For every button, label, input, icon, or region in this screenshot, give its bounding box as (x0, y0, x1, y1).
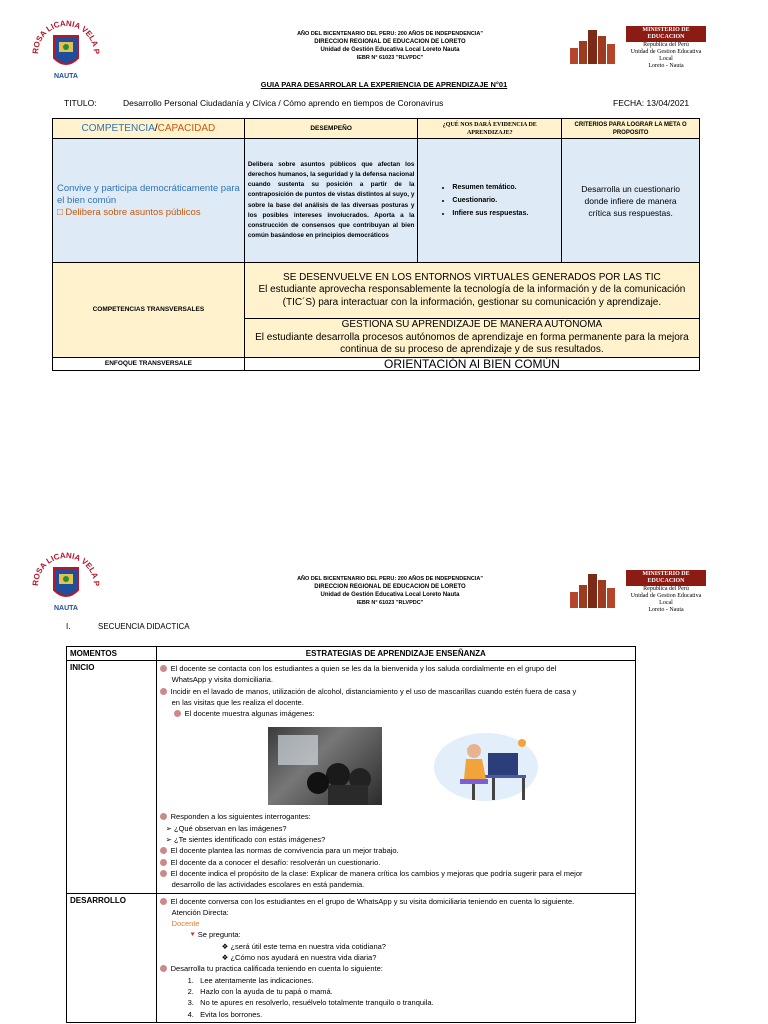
header-line-3: Unidad de Gestión Educativa Local Loreto Nauta (320, 47, 460, 53)
minedu-line-3: Loreto - Nauta (648, 63, 684, 69)
header-text (250, 30, 530, 62)
desarrollo-step: Evita los borrones. (200, 1009, 263, 1019)
header-momentos: MOMENTOS (67, 647, 157, 661)
enfoque-value: ORIENTACIÓN Al BIEN COMÚN (244, 357, 699, 370)
desarrollo-label: DESARROLLO (67, 893, 157, 1022)
header-criterios: CRITERIOS PARA LOGRAR LA META O PROPOSITO (562, 119, 700, 139)
header-text-2 (250, 575, 530, 607)
desarrollo-pregunta: Se pregunta: (197, 930, 241, 940)
competencia-text: Convive y participa democráticamente para el bien común (57, 182, 240, 206)
section-number: I. (66, 622, 71, 631)
minedu-line-2: Unidad de Gestion Educativa Local (630, 49, 702, 62)
inicio-p1a: El docente se contacta con los estudiantes a quien se les da la bienvenida y los saluda cordialmente en el grupo del (170, 664, 557, 673)
header-desempeno: DESEMPEÑO (244, 119, 418, 139)
diamond-bullet-icon: ❖ (221, 953, 231, 963)
desarrollo-p2: Desarrolla tu practica calificada teniendo en cuenta lo siguiente: (170, 964, 383, 974)
inicio-p5: El docente plantea las normas de convivencia para un mejor trabajo. (170, 846, 399, 856)
arrow-bullet-icon: ➢ (165, 823, 175, 833)
arrow-bullet-icon: ➢ (165, 835, 175, 845)
inicio-content (156, 661, 635, 894)
inicio-q1: ¿Qué observan en las imágenes? (174, 823, 287, 833)
header-line-2: DIRECCION REGIONAL DE EDUCACION DE LORETO (314, 584, 466, 590)
header-competencia-capacidad (53, 119, 245, 139)
desarrollo-step: Hazlo con la ayuda de tu papá o mamá. (200, 986, 333, 996)
desarrollo-step: No te apures en resolverlo, resuélvelo totalmente tranquilo o tranquila. (200, 998, 434, 1008)
student-computer-illustration (426, 723, 544, 807)
autonomo-desc: El estudiante desarrolla procesos autónomos de aprendizaje en forma permanente para la mejora continua de su proceso de aprendizaje y de sus resultados. (255, 331, 689, 355)
capacidad-text: □ Delibera sobre asuntos públicos (57, 206, 201, 218)
inicio-q2: ¿Te sientes identificado con estás imágenes? (174, 835, 326, 845)
inicio-p7a: El docente indica el propósito de la clase: Explicar de manera crítica los cambios y mejoras que podría sugerir para el mejor (170, 868, 583, 878)
svg-text:NAUTA: NAUTA (54, 73, 78, 80)
titulo-value: Desarrollo Personal Ciudadanía y Cívica / Cómo aprendo en tiempos de Coronavirus (123, 98, 444, 108)
autonomo-title: GESTIONA SU APRENDIZAJE DE MANERA AUTÓNOMA (341, 319, 603, 330)
minedu-logo-2 (570, 570, 768, 613)
header-slash: / (154, 123, 158, 134)
header-competencia: COMPETENCIA (81, 123, 155, 134)
inicio-p1b: WhatsApp y visita domiciliaria. (171, 675, 273, 685)
person-bullet-icon (160, 813, 167, 820)
desarrollo-p1: El docente conversa con los estudiantes en el grupo de WhatsApp y su visita domiciliaria teniendo en cuenta lo siguiente. (170, 896, 575, 906)
desarrollo-step: Lee atentamente las indicaciones. (200, 975, 314, 985)
minedu-line-1: Republica del Perú (643, 586, 689, 592)
desarrollo-docente: Docente (171, 919, 200, 929)
inicio-p2a: Incidir en el lavado de manos, utilización de alcohol, distanciamiento y el uso de mascarillas cuando estén fuera de casa y (170, 686, 577, 696)
evidencia-item: • Cuestionario. (452, 194, 561, 207)
person-bullet-icon (160, 898, 167, 905)
minedu-line-2: Unidad de Gestion Educativa Local (630, 593, 702, 606)
header-capacidad: CAPACIDAD (157, 123, 216, 134)
svg-text:ROSA LICANIA VELA PINEDO DE CO: ROSA LICANIA VELA P (30, 550, 102, 587)
person-bullet-icon (160, 665, 167, 672)
diamond-bullet-icon: ❖ (221, 941, 231, 951)
desempeno-text: Delibera sobre asuntos públicos que afectan los derechos humanos, la seguridad y la defensa nacional cuando sustenta su posición a partir de la contraposición de puntos de vistas distintos al suyo, y sobre la base del análisis de las diversas posturas y los posibles intereses involucrados. Aporta a la construcción de consensos que contribuyan al bien común basándose en principios democráticos (244, 139, 418, 263)
evidencia-list (418, 181, 561, 220)
evidencia-item: • Resumen temático. (452, 181, 561, 194)
inicio-p4: Responden a los siguientes interrogantes: (170, 812, 311, 822)
school-seal (30, 14, 102, 86)
transversales-label: COMPETENCIAS TRANSVERSALES (53, 263, 245, 358)
fecha: FECHA: 13/04/2021 (613, 98, 690, 108)
down-arrow-bullet-icon: ⯆ (189, 930, 198, 940)
minedu-logo (570, 26, 768, 69)
inicio-p3: El docente muestra algunas imágenes: (184, 709, 315, 719)
person-bullet-icon (160, 859, 167, 866)
titulo-label: TITULO: (64, 98, 97, 108)
header-line-4: IEBR N° 61023 "RLVPDC" (356, 55, 424, 61)
evidencia-cell (418, 139, 562, 263)
inicio-p2b: en las visitas que les realiza el docente. (171, 697, 304, 707)
header-estrategias: ESTRATEGIAS DE APRENDIZAJE ENSEÑANZA (156, 647, 635, 661)
tic-cell (244, 263, 699, 319)
header-line-4: IEBR N° 61023 "RLVPDC" (356, 600, 424, 606)
inicio-p6: El docente da a conocer el desafío: resolverán un cuestionario. (170, 857, 381, 867)
school-seal-2 (30, 546, 102, 618)
autonomo-cell (244, 319, 699, 358)
inicio-p7b: desarrollo de las actividades escolares en está pandemia. (171, 880, 365, 890)
minedu-line-1: Republica del Perú (643, 42, 689, 48)
minedu-line-3: Loreto - Nauta (648, 607, 684, 613)
person-bullet-icon (174, 710, 181, 717)
svg-text:ROSA LICANIA VELA PINEDO DE CO: ROSA LICANIA VELA P (30, 18, 102, 55)
header-line-1: AÑO DEL BICENTENARIO DEL PERU: 200 AÑOS DE INDEPENDENCIA" (297, 31, 483, 37)
minedu-name: MINISTERIO DE EDUCACION (626, 26, 706, 42)
desarrollo-content: El docente conversa con los estudiantes en el grupo de WhatsApp y su visita domiciliaria teniendo en cuenta lo siguiente. Atención Directa: Docente ⯆ Se pregunta: ❖ ¿será útil este tema en nuestra vida cotidiana? ❖ ¿Cómo nos ayudará en nuestra vida diaria? Desarrolla tu practica calificada teniendo en cuenta lo siguiente: 1. Lee atentamente las indicaciones. 2. Hazlo con la ayuda de tu papá o mamá. 3. No te apures en resolverlo, resuélvelo totalmente tranquilo o tranquila. 4. Evita los borrones. (156, 893, 635, 1022)
desarrollo-q2: ¿Cómo nos ayudará en nuestra vida diaria? (230, 953, 377, 963)
evidencia-item: • Infiere sus respuestas. (452, 207, 561, 220)
competencia-cell (53, 139, 245, 263)
tic-title: SE DESENVUELVE EN LOS ENTORNOS VIRTUALES GENERADOS POR LAS TIC (283, 271, 661, 283)
section-title: SECUENCIA DIDACTICA (98, 622, 190, 631)
person-bullet-icon (160, 965, 167, 972)
enfoque-label: ENFOQUE TRANSVERSALE (53, 357, 245, 370)
guide-title: GUIA PARA DESARROLAR LA EXPERIENCIA DE APRENDIZAJE N°01 (260, 80, 508, 89)
criterio-text: Desarrolla un cuestionario donde infiere de manera crítica sus respuestas. (562, 139, 700, 263)
images-row (160, 719, 632, 811)
header-line-3: Unidad de Gestión Educativa Local Loreto Nauta (320, 592, 460, 598)
minedu-name: MINISTERIO DE EDUCACION (626, 570, 706, 586)
children-tv-photo (268, 727, 382, 805)
person-bullet-icon (160, 847, 167, 854)
inicio-label: INICIO (67, 661, 157, 894)
svg-text:NAUTA: NAUTA (54, 605, 78, 612)
header-line-2: DIRECCION REGIONAL DE EDUCACION DE LORETO (314, 39, 466, 45)
header-line-1: AÑO DEL BICENTENARIO DEL PERU: 200 AÑOS DE INDEPENDENCIA" (297, 576, 483, 582)
competencias-table (52, 118, 700, 371)
tic-desc: El estudiante aprovecha responsablemente la tecnología de la información y de la comunicación (TIC´S) para interactuar con la información, gestionar su comunicación y aprendizaje. (258, 284, 686, 308)
desarrollo-atencion: Atención Directa: (171, 907, 229, 917)
secuencia-table (66, 646, 636, 1023)
person-bullet-icon (160, 870, 167, 877)
person-bullet-icon (160, 688, 167, 695)
header-evidencia: ¿QUÉ NOS DARÁ EVIDENCIA DE APRENDIZAJE? (418, 119, 562, 139)
desarrollo-q1: ¿será útil este tema en nuestra vida cotidiana? (230, 941, 386, 951)
